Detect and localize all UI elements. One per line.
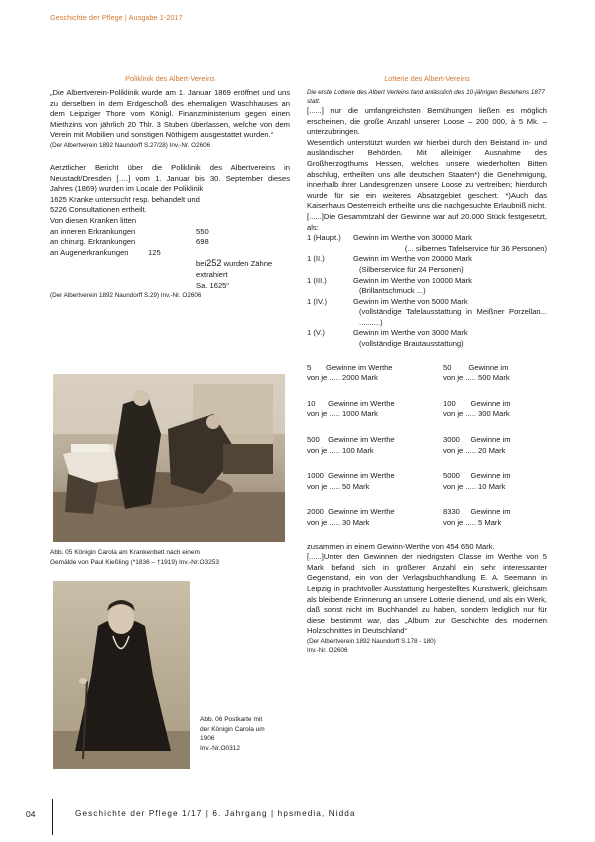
source-citation: (Der Albertverein 1892 Naundorff S.29) Inv.-Nr. O2606 — [50, 292, 202, 300]
lottery-paragraph: [......] nur die umfangreichsten Bemühungen ließen es möglich erscheinen, die große Anzahl unserer Loose – 200 000, à 5 Mk. – unterzubringen. — [307, 106, 547, 137]
prize-grid-row: 5 Gewinne im Werthe von je ..... 2000 Mark 50 Gewinne im von je ..... 500 Mark — [307, 362, 510, 383]
page-number: 04 — [26, 809, 36, 819]
prize-grid-row: 1000 Gewinne im Werthe von je ..... 50 Mark 5000 Gewinne im von je ..... 10 Mark — [307, 471, 511, 491]
prize-row: 1 (III.) Gewinn im Werthe von 10000 Mark — [307, 275, 472, 285]
poliklinik-quote: „Die Albertverein-Poliklinik wurde am 1. Januar 1869 eröffnet und uns zu derselben in dem Erdgeschoß des ehemaligen Waschhauses an dem Leipziger Thore vom Königl. Finanzministerium gegen einen Miethzins von jährlich 20 Thlr. 3 Stuben überlassen, welche von dem Verein mit Mobilien und sonstigen Nöthigem ausgestattet wurden.“ — [50, 88, 290, 140]
lottery-paragraph: [......]Unter den Gewinnen der niedrigsten Classe im Werthe von 5 Mark befand sich in größerer Anzahl ein sehr interessanter Gegenstand, ein von der Verlagsbuchhandlung E. A. Seemann in Leipzig in prachtvoller Ausstattung hergestelltes Kunstwerk, gleichsam als bleibende Erinnerung an unsere Lotterie dienend, und als ein Werk, daß sonst nicht im Buchhandel zu haben, sondern lediglich nur für diese bestimmt war, das „Album zur Geschichte des modernen Holzschnittes in Deutschland“ — [307, 552, 547, 636]
lottery-total: zusammen in einem Gewinn-Werthe von 454 650 Mark. — [307, 541, 495, 551]
lottery-intro: Die erste Lotterie des Albert Verleins fand anlässlich des 10-jährigen Bestehens 1877 statt. — [307, 89, 545, 105]
prize-description: (Brillantschmuck ...) — [359, 286, 426, 296]
figure-caption-05: Abb. 05 Königin Carola am Krankenbett nach einem Gemälde von Paul Kießling (*1836 – †1919) Inv.-Nr.O3253 — [50, 549, 219, 566]
postcard-portrait-queen-carola — [53, 581, 190, 769]
report-paragraph: Aerztlicher Bericht über die Poliklinik des Albertvereins in Neustadt/Dresden [….] vom 1. Januar bis 30. September dieses Jahres (1869) wurden im Locale der Poliklinik — [50, 162, 290, 194]
patients-intro: Von diesen Kranken litten — [50, 215, 137, 225]
prize-grid-row: 10 Gewinne im Werthe von je ..... 1000 Mark 100 Gewinne im von je ..... 300 Mark — [307, 398, 511, 419]
lottery-paragraph: [......]Die Gesammtzahl der Gewinne war auf 20.000 Stück festgesetzt, als: — [307, 211, 547, 232]
left-column-text — [50, 88, 290, 300]
right-column-title: Lotterie des Albert-Vereins — [384, 74, 470, 83]
running-header: Geschichte der Pflege | Ausgabe 1-2017 — [50, 13, 183, 22]
right-column-text — [307, 88, 547, 655]
prize-description: (vollständige Tafelausstattung in Meißner Porzellan... ..........) — [359, 307, 547, 327]
stat-row: an inneren Erkrankungen 550 — [50, 226, 209, 236]
source-citation: (Der Albertverein 1892 Naundorff S.178 - 180) — [307, 637, 436, 645]
lottery-paragraph: Wesentlich unterstützt wurden wir hierbei durch den Beistand in- und ausländischer Behörden. Mit alleiniger Ausnahme des Großherzogthums Hessen, welches unsere wiederholten Bitten abschlug, ertheilten uns alle deutschen Staaten*) die Genehmigung, innerhalb ihrer Landesgrenzen unsere Loose zu vertreiben; hierdurch wurde für sie ein weiteres Absatzgebiet geschert. *)Auch das Kaiserhaus Oesterreich ertheilte uns die nachgesuchte Erlaubniß nicht. — [307, 137, 547, 211]
stat-row: an Augenerkrankungen 125 — [50, 247, 161, 257]
prize-list — [307, 233, 547, 350]
painting-queen-carola-at-sickbed — [53, 374, 285, 542]
prize-description: (vollständige Brautausstattung) — [359, 339, 464, 349]
prize-row: 1 (V.) Gewinn im Werthe von 3000 Mark — [307, 328, 468, 338]
footer-text: Geschichte der Pflege 1/17 | 6. Jahrgang | hpsmedia, Nidda — [75, 809, 356, 818]
prize-row: 1 (Haupt.) Gewinn im Werthe von 30000 Mark — [307, 233, 472, 243]
patients-line: 1625 Kranke untersucht resp. behandelt und — [50, 194, 200, 204]
source-citation: (Der Albertverein 1892 Naundorff S.27/28) Inv.-Nr. O2606 — [50, 141, 211, 149]
prize-grid — [307, 363, 547, 529]
prize-row: 1 (II.) Gewinn im Werthe von 20000 Mark — [307, 254, 472, 264]
teeth-block: bei252 wurden Zähne extrahiert Sa. 1625“ — [196, 258, 273, 290]
left-column-title: Poliklinik des Albert-Vereins — [125, 74, 215, 83]
footer-divider — [52, 799, 53, 835]
prize-row: 1 (IV.) Gewinn im Werthe von 5000 Mark — [307, 296, 468, 306]
prize-description: (... silbernes Tafelservice für 36 Personen) — [404, 243, 547, 253]
prize-grid-row: 500 Gewinne im Werthe von je ..... 100 Mark 3000 Gewinne im von je ..... 20 Mark — [307, 435, 511, 455]
inventory-number: Inv.-Nr. O2606 — [307, 646, 348, 654]
stat-row: an chirurg. Erkrankungen 698 — [50, 237, 209, 247]
consultations-line: 5226 Consultationen ertheilt. — [50, 205, 147, 215]
figure-caption-06: Abb. 06 Postkarte mit der Königin Carola um 1906 Inv.-Nr.O0312 — [200, 716, 265, 752]
prize-grid-row: 2000 Gewinne im Werthe von je ..... 30 Mark 8330 Gewinne im von je ..... 5 Mark — [307, 507, 511, 527]
prize-description: (Silberservice für 24 Personen) — [359, 264, 464, 274]
